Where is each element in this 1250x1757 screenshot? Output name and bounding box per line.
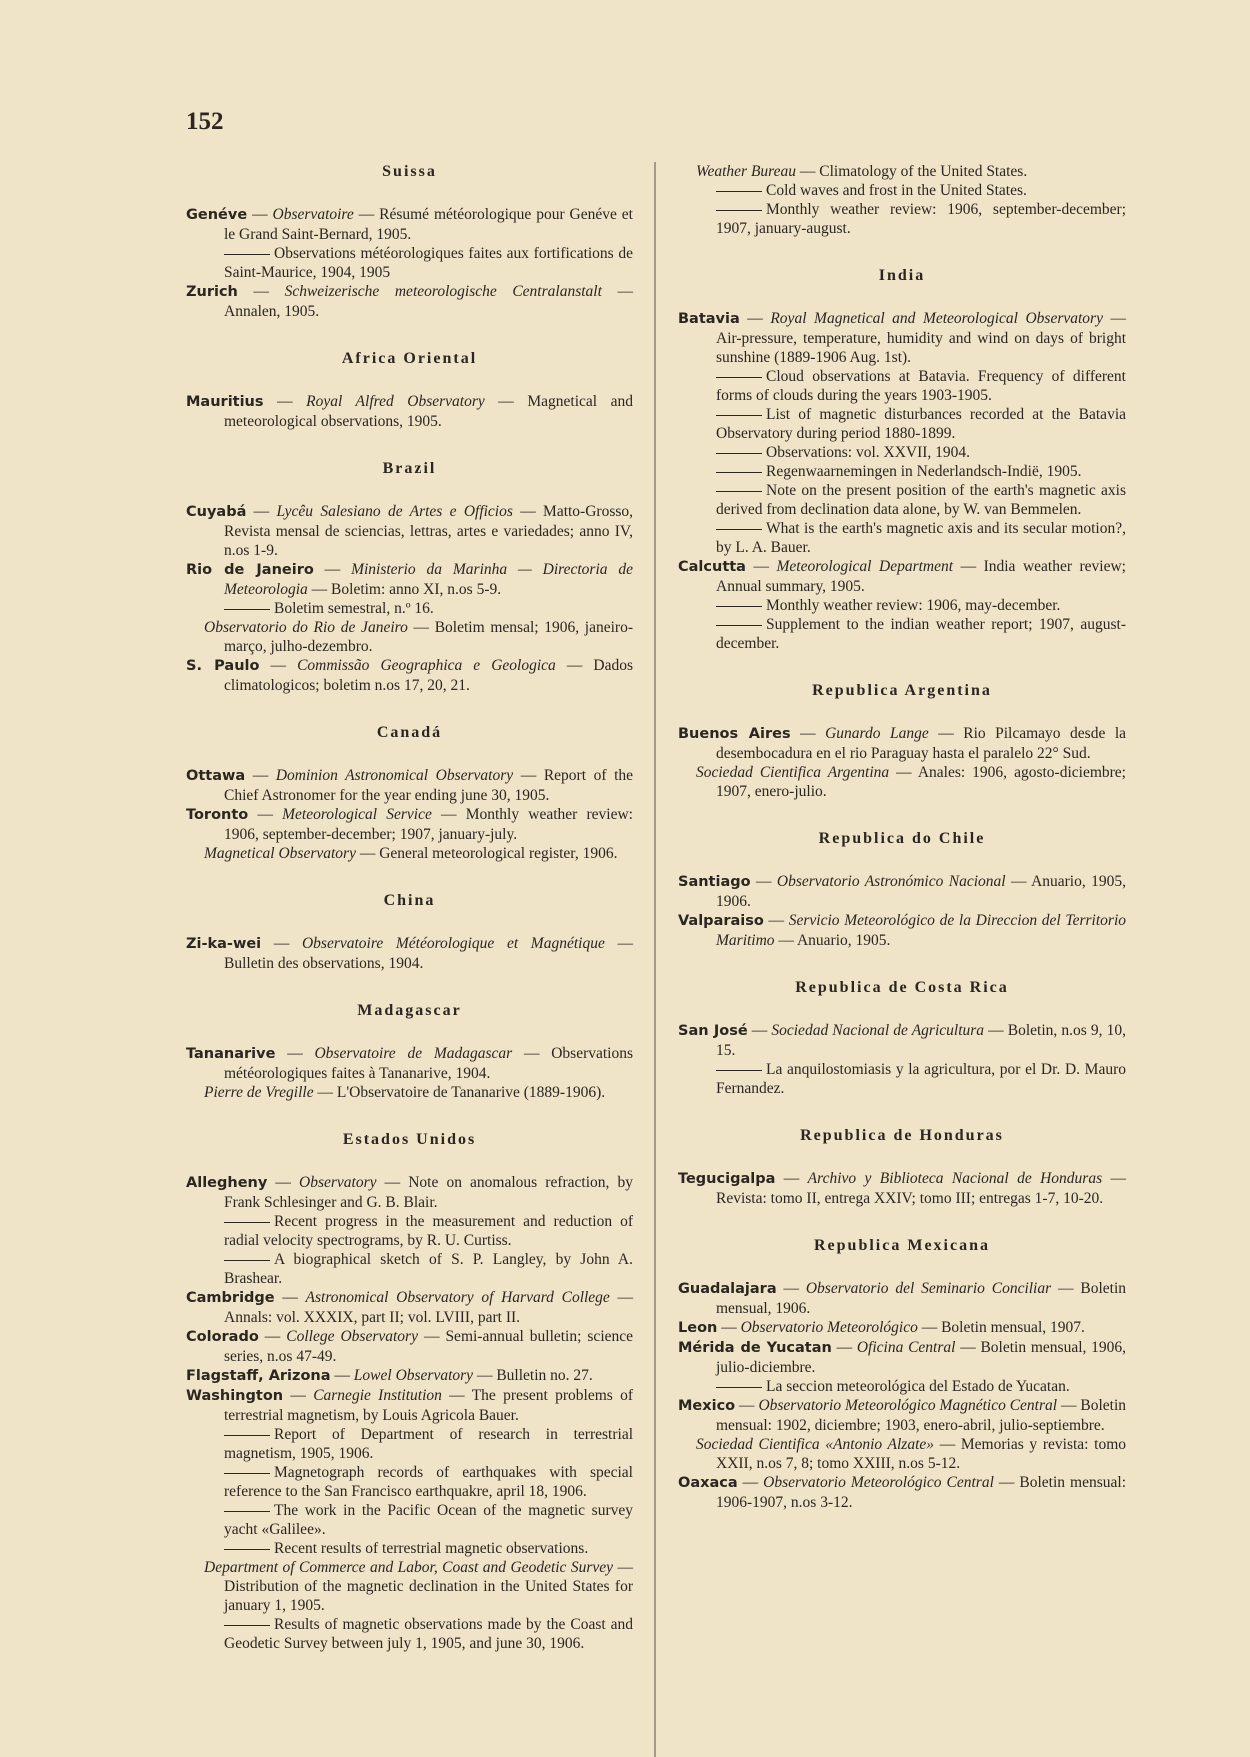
continuation-entry	[186, 244, 633, 282]
entry-place: Buenos Aires	[678, 726, 791, 742]
entry-institution: Carnegie Institution	[313, 1387, 442, 1404]
bibliography-entry: Mérida de Yucatan — Oficina Central — Boletin mensual, 1906, julio-diciembre.	[678, 1339, 1127, 1376]
entry-place: Tananarive	[186, 1046, 276, 1062]
entry-text: Bulletin no. 27.	[496, 1367, 593, 1384]
entry-place: Leon	[678, 1320, 718, 1336]
bibliography-entry: Toronto — Meteorological Service — Monthly weather review: 1906, september-december; 1907, january-july.	[186, 806, 633, 843]
entry-text: Supplement to the indian weather report; 1907, august-december.	[716, 616, 1126, 652]
entry-place: Mérida de Yucatan	[678, 1340, 832, 1356]
bibliography-entry: Washington — Carnegie Institution — The present problems of terrestrial magnetism, by Louis Agricola Bauer.	[186, 1387, 633, 1424]
section-title: Estados Unidos	[342, 1131, 477, 1148]
entry-text: La seccion meteorológica del Estado de Yucatan.	[766, 1378, 1070, 1395]
section	[678, 266, 1126, 653]
continuation-entry	[186, 1212, 633, 1250]
entry-text: Results of magnetic observations made by the Coast and Geodetic Survey between july 1, 1905, and june 30, 1906.	[224, 1616, 633, 1652]
sub-entry: Pierre de Vregille — L'Observatoire de Tananarive (1889-1906).	[204, 1084, 606, 1101]
entry-institution: Royal Alfred Observatory	[306, 393, 485, 410]
page-number: 152	[186, 108, 224, 135]
entry-institution: Observatoire de Madagascar	[314, 1045, 513, 1062]
bibliography-entry: Mexico — Observatorio Meteorológico Magnético Central — Boletin mensual: 1902, diciembre; 1903, enero-abril, julio-septiembre.	[678, 1397, 1127, 1434]
entry-place: Rio de Janeiro	[186, 562, 314, 578]
entry-place: Ottawa	[186, 768, 246, 784]
bibliography-entry: Genéve — Observatoire — Résumé météorologique pour Genéve et le Grand Saint-Bernard, 1905.	[186, 206, 633, 243]
sub-entry: Weather Bureau — Climatology of the United States.	[696, 163, 1028, 180]
entry-institution: Department of Commerce and Labor, Coast and Geodetic Survey	[204, 1559, 614, 1576]
section-title: Republica de Costa Rica	[795, 979, 1009, 996]
entry-text: Monthly weather review: 1906, september-december; 1907, january-august.	[716, 201, 1126, 237]
entry-text: Boletin mensual: 1906-1907, n.os 3-12.	[716, 1474, 1126, 1511]
entry-text: Boletin mensual, 1906.	[716, 1280, 1127, 1317]
entry-institution: Astronomical Observatory of Harvard College	[305, 1289, 610, 1306]
entry-institution: Observatorio Meteorológico	[740, 1319, 918, 1336]
bibliography-entry: Calcutta — Meteorological Department — India weather review; Annual summary, 1905.	[678, 558, 1126, 595]
section-title: Republica Argentina	[812, 682, 992, 699]
section	[186, 1001, 633, 1102]
entry-text: Observations météorologiques faites aux fortifications de Saint-Maurice, 1904, 1905	[224, 245, 633, 281]
entry-text: Monthly weather review: 1906, may-december.	[766, 597, 1061, 614]
bibliography-entry: Ottawa — Dominion Astronomical Observatory — Report of the Chief Astronomer for the year ending june 30, 1905.	[186, 767, 634, 804]
entry-place: Zurich	[186, 284, 238, 300]
bibliography-entry: Rio de Janeiro — Ministerio da Marinha — Directoria de Meteorologia — Boletim: anno XI, n.os 5-9.	[186, 561, 634, 598]
entry-text: General meteorological register, 1906.	[379, 845, 618, 862]
entry-place: Batavia	[678, 311, 740, 327]
entry-text: Cold waves and frost in the United States.	[766, 182, 1027, 199]
continuation-entry	[678, 443, 1126, 462]
entry-institution: Observatoire	[272, 206, 354, 223]
entry-institution: Observatorio Meteorológico Central	[763, 1474, 994, 1491]
entry-place: Allegheny	[186, 1175, 268, 1191]
section-title: Suissa	[382, 163, 437, 180]
column-divider	[654, 162, 656, 1757]
section-title: Republica de Honduras	[800, 1127, 1004, 1144]
entry-institution: Observatorio Astronómico Nacional	[776, 873, 1006, 890]
entry-place: S. Paulo	[186, 658, 260, 674]
entry-text: Boletim: anno XI, n.os 5-9.	[331, 581, 502, 598]
bibliography-entry: Allegheny — Observatory — Note on anomalous refraction, by Frank Schlesinger and G. B. Blair.	[186, 1174, 634, 1211]
section	[186, 459, 633, 695]
entry-text: Boletim semestral, n.º 16.	[274, 600, 434, 617]
entry-institution: Magnetical Observatory	[204, 845, 356, 862]
entry-text: India weather review; Annual summary, 1905.	[716, 558, 1126, 595]
section	[678, 1126, 1126, 1208]
entry-text: Report of the Chief Astronomer for the year ending june 30, 1905.	[224, 767, 634, 804]
entry-place: Calcutta	[678, 559, 746, 575]
entry-text: Boletim mensal; 1906, janeiro-março, julho-dezembro.	[224, 619, 634, 655]
bibliography-entry: Valparaiso — Servicio Meteorológico de la Direccion del Territorio Maritimo — Anuario, 1905.	[678, 912, 1126, 949]
entry-text: Résumé météorologique pour Genéve et le Grand Saint-Bernard, 1905.	[224, 206, 633, 243]
entry-institution: Schweizerische meteorologische Centralanstalt	[284, 283, 602, 300]
entry-text: Anuario, 1905.	[796, 932, 891, 949]
entry-institution: Commissão Geographica e Geologica	[297, 657, 556, 674]
bibliography-entry: Colorado — College Observatory — Semi-annual bulletin; science series, n.os 47-49.	[186, 1328, 634, 1365]
section	[678, 978, 1126, 1098]
entry-institution: Sociedad Cientifica «Antonio Alzate»	[696, 1436, 935, 1453]
entry-place: San José	[678, 1023, 748, 1039]
section	[186, 891, 633, 973]
entry-institution: College Observatory	[286, 1328, 418, 1345]
entry-place: Valparaiso	[678, 913, 764, 929]
entry-institution: Servicio Meteorológico de la Direccion del Territorio Maritimo	[716, 912, 1126, 949]
entry-text: The work in the Pacific Ocean of the magnetic survey yacht «Galilee».	[224, 1502, 633, 1538]
entry-text: Distribution of the magnetic declination in the United States for january 1, 1905.	[224, 1578, 633, 1614]
entry-place: Mauritius	[186, 394, 264, 410]
entry-text: La anquilostomiasis y la agricultura, por el Dr. D. Mauro Fernandez.	[716, 1061, 1126, 1097]
entry-institution: Weather Bureau	[696, 163, 797, 180]
entry-institution: Sociedad Cientifica Argentina	[696, 764, 890, 781]
entry-place: Genéve	[186, 207, 248, 223]
entry-institution: Meteorological Department	[776, 558, 954, 575]
sub-entry: Department of Commerce and Labor, Coast and Geodetic Survey — Distribution of the magnetic declination in the United States for january 1, 1905.	[204, 1559, 634, 1614]
continuation-entry	[678, 462, 1126, 481]
entry-text: Matto-Grosso, Revista mensal de sciencias, lettras, artes e variedades; anno IV, n.os 1-9.	[224, 503, 634, 559]
entry-text: Boletin, n.os 9, 10, 15.	[716, 1022, 1126, 1059]
continuation-entry	[678, 1377, 1126, 1396]
entry-institution: Observatoire Météorologique et Magnétique	[301, 935, 605, 952]
entry-text: Observations météorologiques faites à Tananarive, 1904.	[224, 1045, 634, 1082]
section-title: China	[383, 892, 436, 909]
bibliography-entry: Zurich — Schweizerische meteorologische Centralanstalt — Annalen, 1905.	[186, 283, 633, 320]
bibliography-entry: Cuyabá — Lycêu Salesiano de Artes e Officios — Matto-Grosso, Revista mensal de sciencias, lettras, artes e variedades; anno IV, n.os 1-9.	[186, 503, 634, 559]
entry-text: Revista: tomo II, entrega XXIV; tomo III; entregas 1-7, 10-20.	[716, 1190, 1104, 1207]
entry-text: Note on anomalous refraction, by Frank Schlesinger and G. B. Blair.	[224, 1174, 634, 1211]
entry-institution: Oficina Central	[856, 1339, 956, 1356]
section	[186, 349, 633, 431]
entry-institution: Lowel Observatory	[353, 1367, 474, 1384]
continuation-entry	[678, 596, 1126, 615]
section	[678, 1236, 1126, 1512]
entry-place: Oaxaca	[678, 1475, 738, 1491]
continuation-entry	[186, 1501, 633, 1539]
entry-text: Memorias y revista: tomo XXII, n.os 7, 8; tomo XXIII, n.os 5-12.	[716, 1436, 1127, 1472]
entry-text: Anuario, 1905, 1906.	[716, 873, 1127, 910]
bibliography-entry: Tegucigalpa — Archivo y Biblioteca Nacional de Honduras — Revista: tomo II, entrega XXIV; tomo III; entregas 1-7, 10-20.	[678, 1170, 1127, 1207]
bibliography-entry: S. Paulo — Commissão Geographica e Geologica — Dados climatologicos; boletim n.os 17, 20, 21.	[186, 657, 634, 694]
entry-place: Toronto	[186, 807, 249, 823]
entry-text: Boletin mensual, 1907.	[941, 1319, 1085, 1336]
right-column	[678, 162, 1126, 1512]
entry-text: Recent results of terrestrial magnetic observations.	[274, 1540, 589, 1557]
continuation-entry	[678, 367, 1126, 405]
entry-text: Annalen, 1905.	[224, 303, 320, 320]
section	[678, 162, 1126, 238]
entry-text: Report of Department of research in terrestrial magnetism, 1905, 1906.	[224, 1426, 633, 1462]
entry-text: Recent progress in the measurement and reduction of radial velocity spectrograms, by R. U. Curtiss.	[224, 1213, 633, 1249]
entry-place: Guadalajara	[678, 1281, 777, 1297]
bibliography-entry: Buenos Aires — Gunardo Lange — Rio Pilcamayo desde la desembocadura en el rio Paraguay hasta el paralelo 22° Sud.	[678, 725, 1127, 762]
entry-text: Anales: 1906, agosto-diciembre; 1907, enero-julio.	[716, 764, 1126, 800]
sub-entry: Sociedad Cientifica «Antonio Alzate» — Memorias y revista: tomo XXII, n.os 7, 8; tomo XXIII, n.os 5-12.	[696, 1436, 1127, 1472]
entry-place: Flagstaff, Arizona	[186, 1368, 331, 1384]
entry-text: Note on the present position of the earth's magnetic axis derived from declination data alone, by W. van Bemmelen.	[716, 482, 1126, 518]
continuation-entry	[186, 599, 633, 618]
continuation-entry	[186, 1250, 633, 1288]
entry-text: Magnetograph records of earthquakes with special reference to the San Francisco earthquakre, april 18, 1906.	[224, 1464, 633, 1500]
sub-entry: Sociedad Cientifica Argentina — Anales: 1906, agosto-diciembre; 1907, enero-julio.	[696, 764, 1126, 800]
section	[186, 1130, 633, 1653]
entry-place: Colorado	[186, 1329, 259, 1345]
section	[186, 162, 633, 321]
continuation-entry	[186, 1539, 633, 1558]
bibliography-entry: Oaxaca — Observatorio Meteorológico Central — Boletin mensual: 1906-1907, n.os 3-12.	[678, 1474, 1126, 1511]
bibliography-entry: Tananarive — Observatoire de Madagascar — Observations météorologiques faites à Tananarive, 1904.	[186, 1045, 634, 1082]
bibliography-entry: Flagstaff, Arizona — Lowel Observatory — Bulletin no. 27.	[186, 1367, 593, 1384]
entry-text: Boletin mensual, 1906, julio-diciembre.	[716, 1339, 1127, 1376]
bibliography-entry: Cambridge — Astronomical Observatory of Harvard College — Annals: vol. XXXIX, part II; vol. LVIII, part II.	[186, 1289, 634, 1326]
bibliography-entry: Mauritius — Royal Alfred Observatory — Magnetical and meteorological observations, 1905.	[186, 393, 634, 430]
entry-institution: Observatorio Meteorológico Magnético Central	[758, 1397, 1058, 1414]
section	[678, 681, 1126, 801]
section	[678, 829, 1126, 950]
continuation-entry	[678, 481, 1126, 519]
entry-text: Rio Pilcamayo desde la desembocadura en el rio Paraguay hasta el paralelo 22° Sud.	[716, 725, 1127, 762]
entry-text: The present problems of terrestrial magnetism, by Louis Agricola Bauer.	[224, 1387, 633, 1424]
entry-institution: Ministerio da Marinha — Directoria de Meteorologia	[224, 561, 634, 598]
entry-place: Tegucigalpa	[678, 1171, 776, 1187]
entry-institution: Lycêu Salesiano de Artes e Officios	[276, 503, 513, 520]
entry-institution: Pierre de Vregille	[204, 1084, 314, 1101]
entry-text: Annals: vol. XXXIX, part II; vol. LVIII, part II.	[224, 1309, 521, 1326]
entry-institution: Dominion Astronomical Observatory	[275, 767, 514, 784]
continuation-entry	[186, 1615, 633, 1653]
entry-place: Mexico	[678, 1398, 736, 1414]
entry-place: Washington	[186, 1388, 284, 1404]
section-title: Canadá	[376, 724, 443, 741]
section-title: Republica Mexicana	[814, 1237, 990, 1254]
entry-place: Zi-ka-wei	[186, 936, 262, 952]
bibliography-entry: Guadalajara — Observatorio del Seminario Conciliar — Boletin mensual, 1906.	[678, 1280, 1127, 1317]
continuation-entry	[678, 181, 1126, 200]
entry-institution: Observatory	[299, 1174, 377, 1191]
continuation-entry	[678, 519, 1126, 557]
bibliography-entry: Leon — Observatorio Meteorológico — Boletin mensual, 1907.	[678, 1319, 1085, 1336]
entry-place: Cuyabá	[186, 504, 247, 520]
section-title: India	[878, 267, 926, 284]
section-title: Madagascar	[357, 1002, 462, 1019]
entry-text: Monthly weather review: 1906, september-december; 1907, january-july.	[224, 806, 633, 843]
entry-institution: Observatorio del Seminario Conciliar	[805, 1280, 1052, 1297]
entry-text: Climatology of the United States.	[819, 163, 1028, 180]
continuation-entry	[678, 615, 1126, 653]
bibliography-entry: Zi-ka-wei — Observatoire Météorologique et Magnétique — Bulletin des observations, 1904.	[186, 935, 634, 972]
entry-text: Dados climatologicos; boletim n.os 17, 20, 21.	[224, 657, 634, 694]
entry-text: Cloud observations at Batavia. Frequency of different forms of clouds during the years 1903-1905.	[716, 368, 1126, 404]
entry-institution: Sociedad Nacional de Agricultura	[771, 1022, 985, 1039]
section-title: Brazil	[382, 460, 437, 477]
entry-text: Regenwaarnemingen in Nederlandsch-Indië, 1905.	[766, 463, 1082, 480]
entry-institution: Meteorological Service	[282, 806, 432, 823]
entry-text: Semi-annual bulletin; science series, n.os 47-49.	[224, 1328, 634, 1365]
section	[186, 723, 633, 863]
entry-text: Magnetical and meteorological observations, 1905.	[224, 393, 634, 430]
continuation-entry	[186, 1463, 633, 1501]
entry-institution: Royal Magnetical and Meteorological Observatory	[770, 310, 1103, 327]
entry-text: Boletin mensual: 1902, diciembre; 1903, enero-abril, julio-septiembre.	[716, 1397, 1127, 1434]
entry-text: A biographical sketch of S. P. Langley, by John A. Brashear.	[224, 1251, 633, 1287]
continuation-entry	[678, 405, 1126, 443]
entry-institution: Observatorio do Rio de Janeiro	[204, 619, 408, 636]
sub-entry: Observatorio do Rio de Janeiro — Boletim mensal; 1906, janeiro-março, julho-dezembro.	[204, 619, 634, 655]
left-column	[186, 162, 633, 1653]
bibliography-entry: San José — Sociedad Nacional de Agricultura — Boletin, n.os 9, 10, 15.	[678, 1022, 1126, 1059]
entry-text: What is the earth's magnetic axis and its secular motion?, by L. A. Bauer.	[716, 520, 1126, 556]
entry-text: Air-pressure, temperature, humidity and wind on days of bright sunshine (1889-1906 Aug. 1st).	[716, 330, 1126, 366]
entry-text: List of magnetic disturbances recorded at the Batavia Observatory during period 1880-1899.	[716, 406, 1126, 442]
entry-institution: Gunardo Lange	[825, 725, 929, 742]
section-title: Africa Oriental	[341, 350, 478, 367]
entry-place: Cambridge	[186, 1290, 275, 1306]
entry-text: Bulletin des observations, 1904.	[224, 955, 424, 972]
section-title: Republica do Chile	[818, 830, 986, 847]
entry-text: L'Observatoire de Tananarive (1889-1906).	[336, 1084, 606, 1101]
entry-place: Santiago	[678, 874, 751, 890]
bibliography-entry: Batavia — Royal Magnetical and Meteorological Observatory — Air-pressure, temperature, humidity and wind on days of bright sunshine (1889-1906 Aug. 1st).	[678, 310, 1127, 366]
bibliography-entry: Santiago — Observatorio Astronómico Nacional — Anuario, 1905, 1906.	[678, 873, 1127, 910]
continuation-entry	[186, 1425, 633, 1463]
continuation-entry	[678, 200, 1126, 238]
entry-institution: Archivo y Biblioteca Nacional de Honduras	[807, 1170, 1103, 1187]
sub-entry: Magnetical Observatory — General meteorological register, 1906.	[204, 845, 618, 862]
continuation-entry	[678, 1060, 1126, 1098]
entry-text: Observations: vol. XXVII, 1904.	[766, 444, 971, 461]
